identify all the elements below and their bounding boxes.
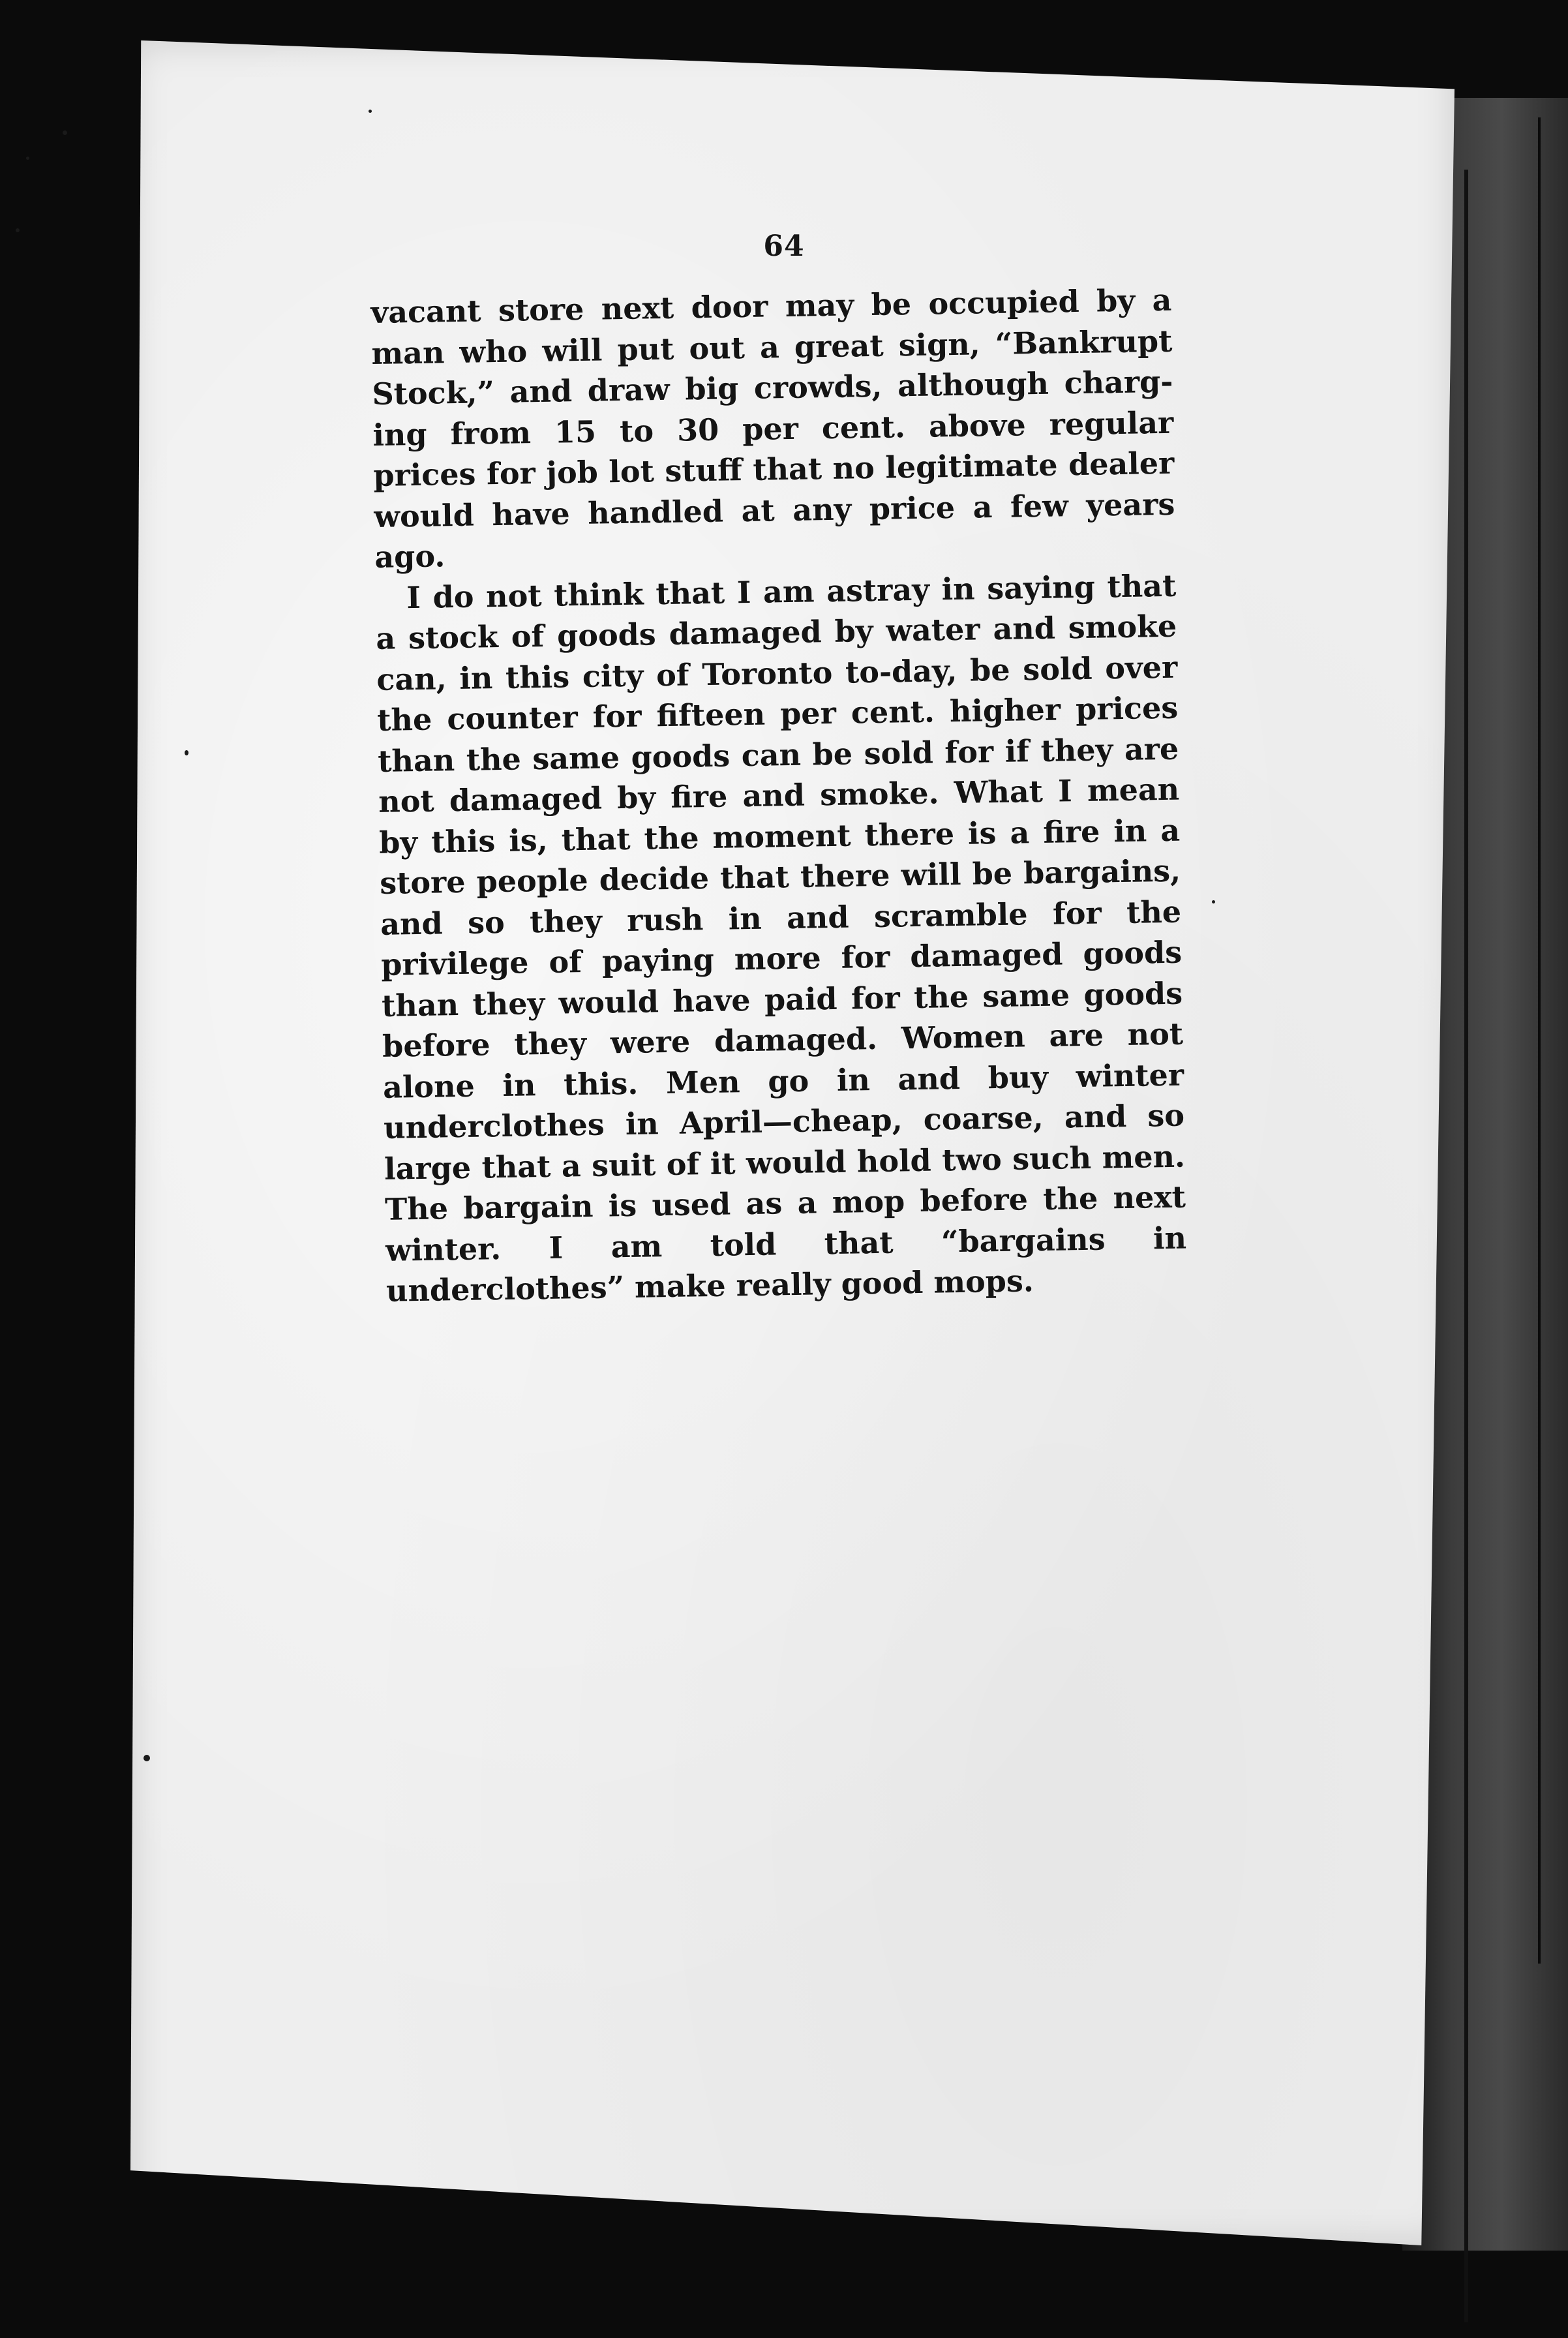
ink-speck	[185, 750, 188, 755]
ink-speck	[1212, 900, 1215, 903]
board-border-line	[1538, 117, 1541, 1964]
ink-speck	[369, 110, 372, 113]
ink-speck	[63, 130, 67, 135]
ink-speck	[26, 157, 29, 160]
ink-speck	[16, 228, 20, 232]
ink-speck	[143, 1755, 150, 1761]
paragraph-continued: vacant store next door may be occupied by a man who will put out a great sign, “Bankrupt Stock,” and draw big crowds, although charg-ing from 15 to 30 per cent. above regular prices for job lot stuff that no legitimate dealer would have handled at any price a few years ago.	[370, 282, 1175, 575]
board-edge-line	[1464, 170, 1468, 2322]
paragraph: I do not think that I am astray in saying that a stock of goods damaged by water and smoke can, in this city of Toronto to-day, be sold over the counter for fifteen per cent. higher prices than the same goods can be sold for if they are not damaged by fire and smoke. What I mean by this is, that the moment there is a fire in a store people decide that there will be bargains, and so they rush in and scramble for the privilege of paying more for damaged goods than they would have paid for the same goods before they were damaged. Women are not alone in this. Men go in and buy winter underclothes in April—cheap, coarse, and so large that a suit of it would hold two such men. The bargain is used as a mop before the next winter. I am told that “bargains in underclothes” make really good mops.	[375, 568, 1187, 1309]
body-text	[370, 280, 1187, 1312]
page-number: 64	[763, 230, 805, 263]
